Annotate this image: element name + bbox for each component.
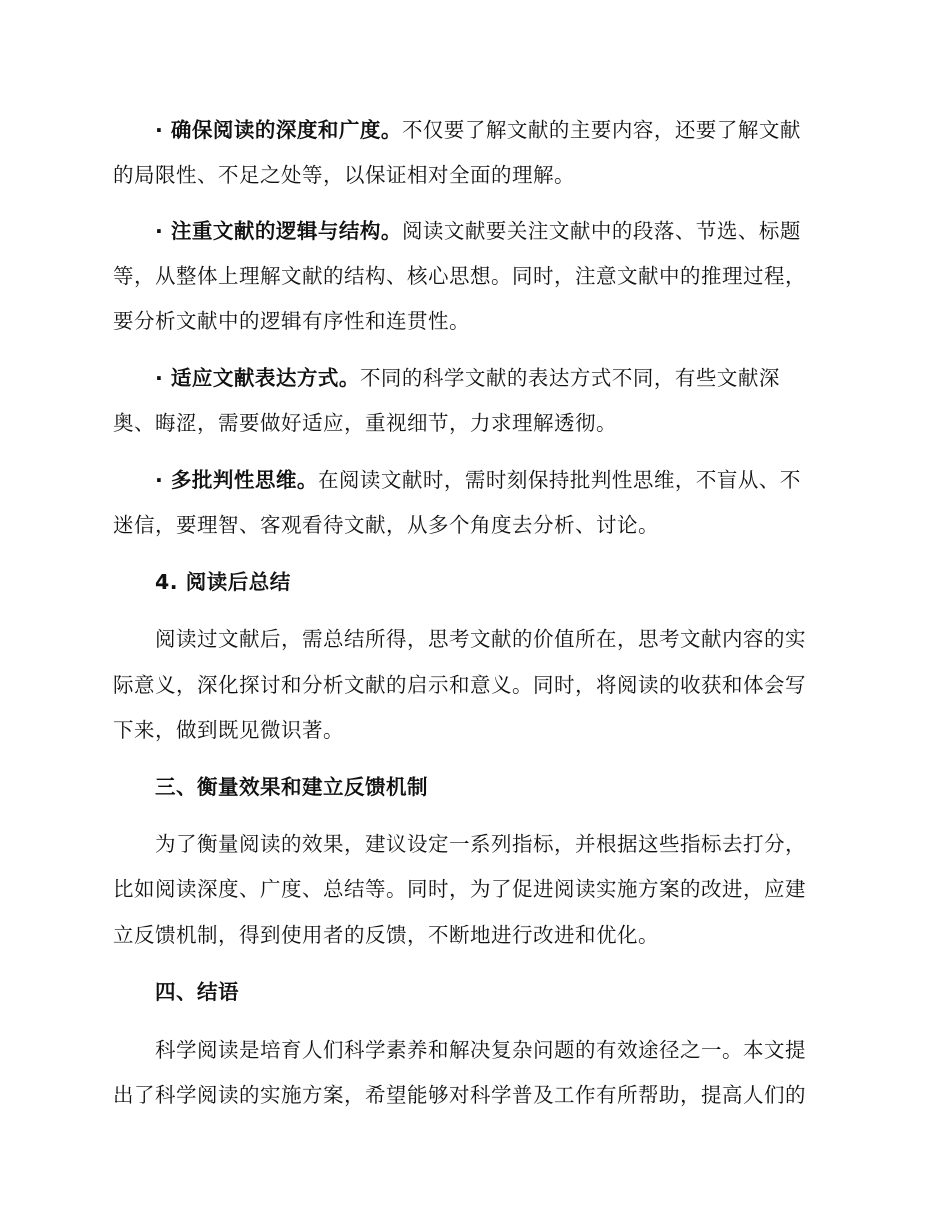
section-three-heading: 三、衡量效果和建立反馈机制 <box>155 775 428 799</box>
bullet-2-line-3: 要分析文献中的逻辑有序性和连贯性。 <box>113 309 470 333</box>
section-three-line-3: 立反馈机制，得到使用者的反馈，不断地进行改进和优化。 <box>113 923 659 947</box>
bullet-4-line-2: 迷信，要理智、客观看待文献，从多个角度去分析、讨论。 <box>113 513 659 537</box>
section-three-line-2: 比如阅读深度、广度、总结等。同时，为了促进阅读实施方案的改进，应建 <box>113 877 806 901</box>
bullet-1-lead: · 确保阅读的深度和广度。 <box>155 118 402 142</box>
section-4-line-3: 下来，做到既见微识著。 <box>113 718 344 742</box>
section-three-line-1: 为了衡量阅读的效果，建议设定一系列指标，并根据这些指标去打分， <box>155 832 806 856</box>
bullet-3-lead: · 适应文献表达方式。 <box>155 366 360 390</box>
bullet-3-line-1 <box>155 363 780 393</box>
bullet-2-line-1 <box>155 216 801 246</box>
section-four-heading: 四、结语 <box>155 980 239 1004</box>
bullet-2-text: 阅读文献要关注文献中的段落、节选、标题 <box>401 219 801 243</box>
bullet-1-line-1 <box>155 115 801 145</box>
bullet-4-lead: · 多批判性思维。 <box>155 468 318 492</box>
bullet-1-line-2: 的局限性、不足之处等，以保证相对全面的理解。 <box>113 163 575 187</box>
bullet-1-text: 不仅要了解文献的主要内容，还要了解文献 <box>401 118 801 142</box>
section-4-heading: 4. 阅读后总结 <box>155 570 291 594</box>
bullet-2-lead: · 注重文献的逻辑与结构。 <box>155 219 402 243</box>
section-four-line-1: 科学阅读是培育人们科学素养和解决复杂问题的有效途径之一。本文提 <box>155 1038 806 1062</box>
bullet-3-text: 不同的科学文献的表达方式不同，有些文献深 <box>359 366 780 390</box>
section-four-line-2: 出了科学阅读的实施方案，希望能够对科学普及工作有所帮助，提高人们的 <box>113 1083 806 1107</box>
bullet-3-line-2: 奥、晦涩，需要做好适应，重视细节，力求理解透彻。 <box>113 411 617 435</box>
bullet-2-line-2: 等，从整体上理解文献的结构、核心思想。同时，注意文献中的推理过程， <box>113 264 806 288</box>
bullet-4-text: 在阅读文献时，需时刻保持批判性思维，不盲从、不 <box>317 468 801 492</box>
section-4-line-1: 阅读过文献后，需总结所得，思考文献的价值所在，思考文献内容的实 <box>155 627 806 651</box>
bullet-4-line-1 <box>155 465 801 495</box>
section-4-line-2: 际意义，深化探讨和分析文献的启示和意义。同时，将阅读的收获和体会写 <box>113 673 806 697</box>
